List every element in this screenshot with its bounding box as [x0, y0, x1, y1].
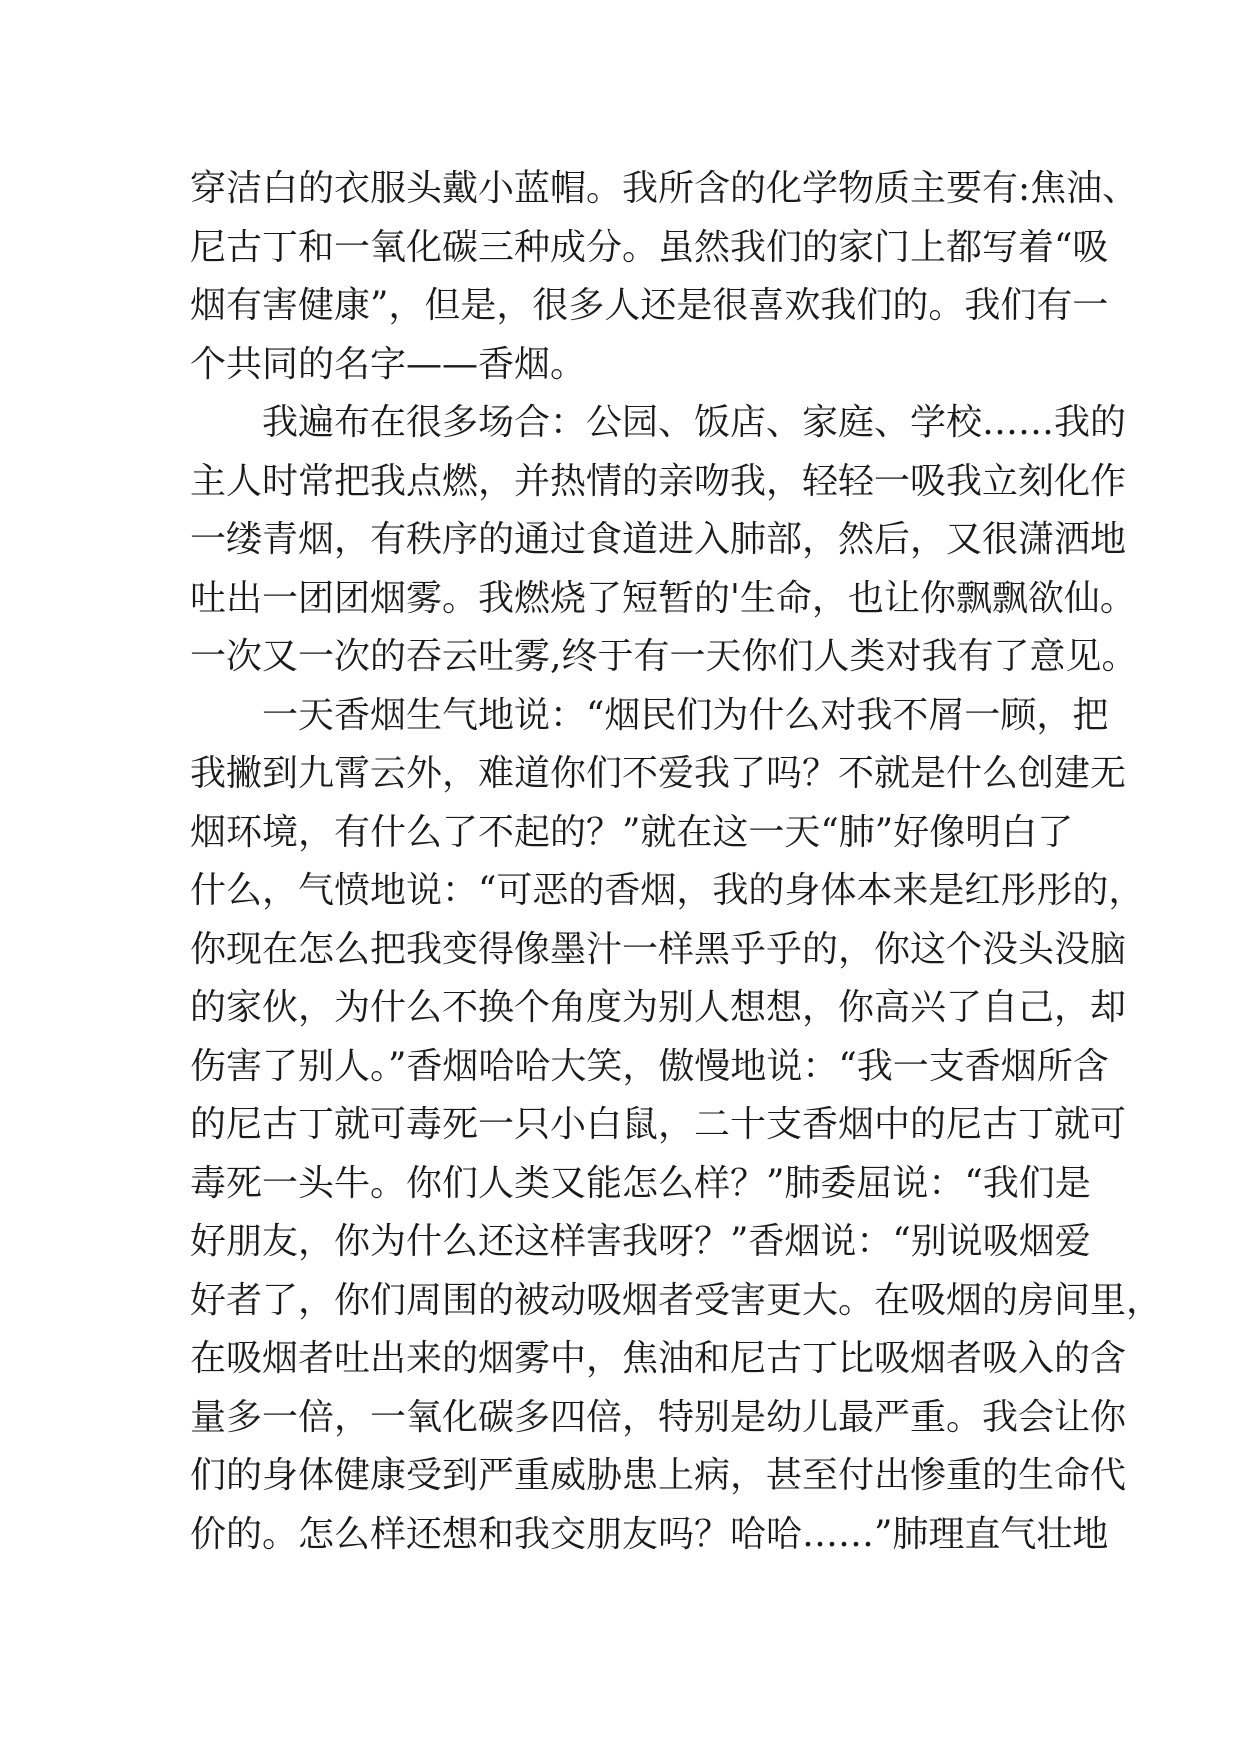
text-line: 量多一倍，一氧化碳多四倍，特别是幼儿最严重。我会让你 — [190, 1396, 1127, 1438]
text-line: 什么，气愤地说：“可恶的香烟，我的身体本来是红彤彤的， — [190, 870, 1145, 911]
text-line: 一次又一次的吞云吐雾,终于有一天你们人类对我有了意见。 — [190, 636, 1138, 677]
text-line: 的尼古丁就可毒死一只小白鼠，二十支香烟中的尼古丁就可 — [190, 1104, 1127, 1145]
text-line: 的家伙，为什么不换个角度为别人想想，你高兴了自己，却 — [190, 987, 1127, 1028]
text-line: 穿洁白的衣服头戴小蓝帽。我所含的化学物质主要有:焦油、 — [190, 168, 1139, 209]
text-line: 我撇到九霄云外，难道你们不爱我了吗？不就是什么创建无 — [190, 753, 1127, 794]
text-line: 主人时常把我点燃，并热情的亲吻我，轻轻一吸我立刻化作 — [190, 460, 1127, 502]
text-line: 尼古丁和一氧化碳三种成分。虽然我们的家门上都写着“吸 — [190, 226, 1109, 268]
text-line: 烟环境，有什么了不起的？”就在这一天“肺”好像明白了 — [190, 811, 1074, 853]
text-line: 你现在怎么把我变得像墨汁一样黑乎乎的，你这个没头没脑 — [190, 928, 1127, 970]
text-line: 一缕青烟，有秩序的通过食道进入肺部，然后，又很潇洒地 — [190, 519, 1127, 560]
article-body — [190, 160, 1163, 1564]
text-line: 伤害了别人。”香烟哈哈大笑，傲慢地说：“我一支香烟所含 — [190, 1045, 1109, 1087]
text-line: 价的。怎么样还想和我交朋友吗？哈哈……”肺理直气壮地 — [190, 1513, 1109, 1555]
text-line: 好朋友，你为什么还这样害我呀？”香烟说：“别说吸烟爱 — [190, 1221, 1091, 1262]
text-line: 们的身体健康受到严重威胁患上病，甚至付出惨重的生命代 — [190, 1455, 1127, 1496]
text-line: 在吸烟者吐出来的烟雾中，焦油和尼古丁比吸烟者吸入的含 — [190, 1338, 1127, 1379]
text-line: 吐出一团团烟雾。我燃烧了短暂的'生命，也让你飘飘欲仙。 — [190, 577, 1136, 619]
text-line: 个共同的名字——香烟。 — [190, 343, 587, 385]
text-line: 好者了，你们周围的被动吸烟者受害更大。在吸烟的房间里， — [190, 1279, 1163, 1321]
paragraph-first-line: 一天香烟生气地说：“烟民们为什么对我不屑一顾，把 — [262, 694, 1109, 736]
text-line: 毒死一头牛。你们人类又能怎么样？”肺委屈说：“我们是 — [190, 1162, 1091, 1204]
text-line: 烟有害健康”，但是，很多人还是很喜欢我们的。我们有一 — [190, 285, 1109, 326]
paragraph-first-line: 我遍布在很多场合：公园、饭店、家庭、学校……我的 — [262, 402, 1127, 443]
